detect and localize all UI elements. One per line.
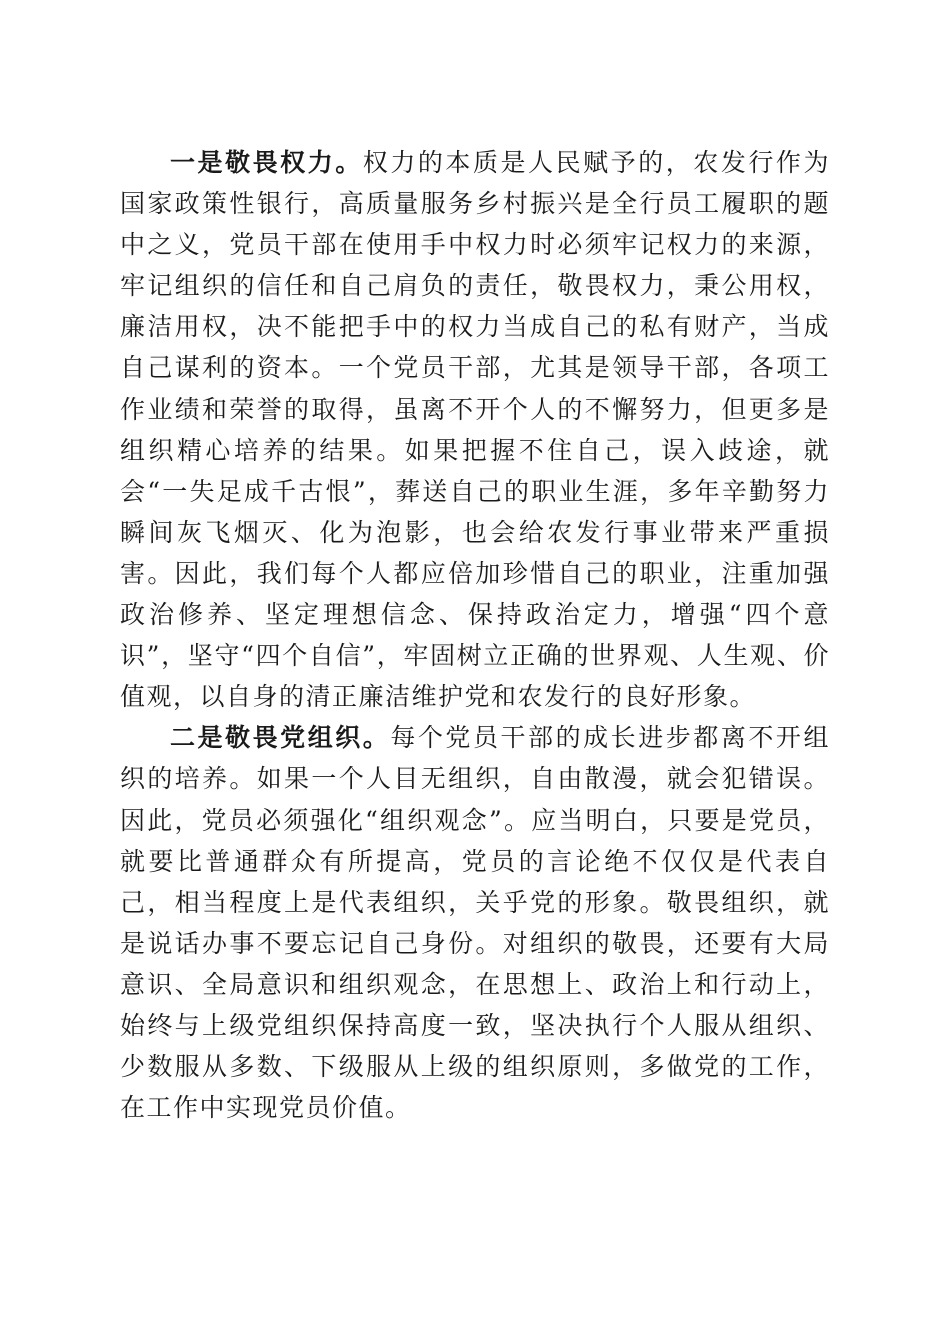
paragraph-text: 每个党员干部的成长进步都离不开组织的培养。如果一个人目无组织，自由散漫，就会犯错误。因此，党员必须强化“组织观念”。应当明白，只要是党员，就要比普通群众有所提高，党员的言论绝不仅仅是代表自己，相当程度上是代表组织，关乎党的形象。敬畏组织，就是说话办事不要忘记自己身份。对组织的敬畏，还要有大局意识、全局意识和组织观念，在思想上、政治上和行动上，始终与上级党组织保持高度一致，坚决执行个人服从组织、少数服从多数、下级服从上级的组织原则，多做党的工作，在工作中实现党员价值。 (120, 723, 830, 1123)
paragraph-text: 权力的本质是人民赋予的，农发行作为国家政策性银行，高质量服务乡村振兴是全行员工履职的题中之义，党员干部在使用手中权力时必须牢记权力的来源，牢记组织的信任和自己肩负的责任，敬畏权力，秉公用权，廉洁用权，决不能把手中的权力当成自己的私有财产，当成自己谋利的资本。一个党员干部，尤其是领导干部，各项工作业绩和荣誉的取得，虽离不开个人的不懈努力，但更多是组织精心培养的结果。如果把握不住自己，误入歧途，就会“一失足成千古恨”，葬送自己的职业生涯，多年辛勤努力瞬间灰飞烟灭、化为泡影，也会给农发行事业带来严重损害。因此，我们每个人都应倍加珍惜自己的职业，注重加强政治修养、坚定理想信念、保持政治定力，增强“四个意识”，坚守“四个自信”，牢固树立正确的世界观、人生观、价值观，以自身的清正廉洁维护党和农发行的良好形象。 (120, 148, 830, 712)
paragraph-heading: 一是敬畏权力。 (170, 148, 363, 177)
document-body (120, 142, 830, 1128)
paragraph-heading: 二是敬畏党组织。 (170, 723, 391, 753)
paragraph-revere-power (120, 142, 830, 717)
paragraph-revere-party-organization (120, 717, 830, 1128)
